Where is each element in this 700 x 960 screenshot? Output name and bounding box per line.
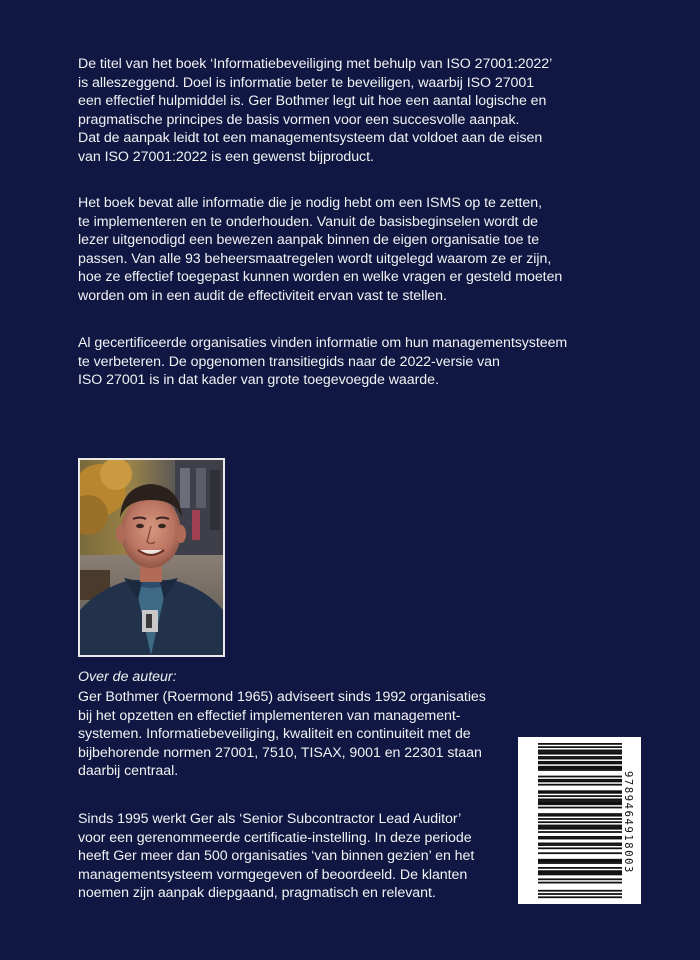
intro-paragraph [78, 55, 552, 167]
text-line: daarbij centraal. [78, 763, 179, 780]
text-line: Sinds 1995 werkt Ger als ‘Senior Subcontractor Lead Auditor’ [78, 811, 462, 827]
barcode-bar [538, 743, 622, 745]
text-line: ISO 27001 is in dat kader van grote toegevoegde waarde. [78, 372, 439, 389]
text-line: Het boek bevat alle informatie die je nodig hebt om een ISMS op te zetten, [78, 195, 542, 211]
barcode-bar [538, 746, 622, 748]
text-line: lezer uitgenodigd een bewezen aanpak binnen de eigen organisatie toe te [78, 232, 540, 249]
author-photo [78, 458, 225, 657]
text-line: managementsysteem vormgegeven of beoordeeld. De klanten [78, 866, 468, 883]
audience-paragraph [78, 334, 567, 390]
text-line: Dat de aanpak leidt tot een managementsysteem dat voldoet aan de eisen [78, 130, 543, 147]
text-line: worden om in een audit de effectiviteit ervan vast te stellen. [78, 287, 447, 304]
text-line: is alleszeggend. Doel is informatie beter te beveiligen, waarbij ISO 27001 [78, 74, 535, 91]
text-line: bijbehorende normen 27001, 7510, TISAX, 9001 en 22301 staan [78, 744, 482, 761]
author-experience-paragraph [78, 810, 474, 903]
barcode-bar [538, 893, 622, 895]
text-line: hoe ze effectief toegepast kunnen worden en welke vragen er gesteld moeten [78, 269, 563, 286]
text-line: voor een gerenommeerde certificatie-instelling. In deze periode [78, 829, 472, 846]
text-line: noemen zijn aanpak diepgaand, pragmatisch en relevant. [78, 885, 436, 902]
content-paragraph [78, 194, 562, 306]
text-line: Ger Bothmer (Roermond 1965) adviseert sinds 1992 organisaties [78, 689, 486, 705]
isbn-number: 9789464918003 [622, 770, 634, 874]
text-line: passen. Van alle 93 beheersmaatregelen wordt uitgelegd waarom ze er zijn, [78, 250, 552, 267]
author-portrait-illustration [80, 460, 223, 655]
text-line: pragmatische principes de basis vormen voor een succesvolle aanpak. [78, 111, 520, 128]
text-line: systemen. Informatiebeveiliging, kwaliteit en continuiteit met de [78, 726, 471, 743]
text-line: te implementeren en te onderhouden. Vanuit de basisbeginselen wordt de [78, 213, 539, 230]
text-line: bij het opzetten en effectief implementeren van management- [78, 707, 461, 724]
text-line: De titel van het boek ‘Informatiebeveiliging met behulp van ISO 27001:2022’ [78, 56, 553, 72]
text-line: een effectief hulpmiddel is. Ger Bothmer legt uit hoe een aantal logische en [78, 93, 547, 110]
text-line: van ISO 27001:2022 is een gewenst bijproduct. [78, 148, 374, 165]
text-line: heeft Ger meer dan 500 organisaties ‘van binnen gezien’ en het [78, 848, 475, 865]
text-line: te verbeteren. De opgenomen transitiegids naar de 2022-versie van [78, 353, 500, 370]
author-heading: Over de auteur: [78, 669, 177, 685]
author-bio-paragraph [78, 688, 486, 781]
barcode-bar [538, 896, 622, 898]
text-line: Al gecertificeerde organisaties vinden informatie om hun managementsysteem [78, 335, 568, 351]
